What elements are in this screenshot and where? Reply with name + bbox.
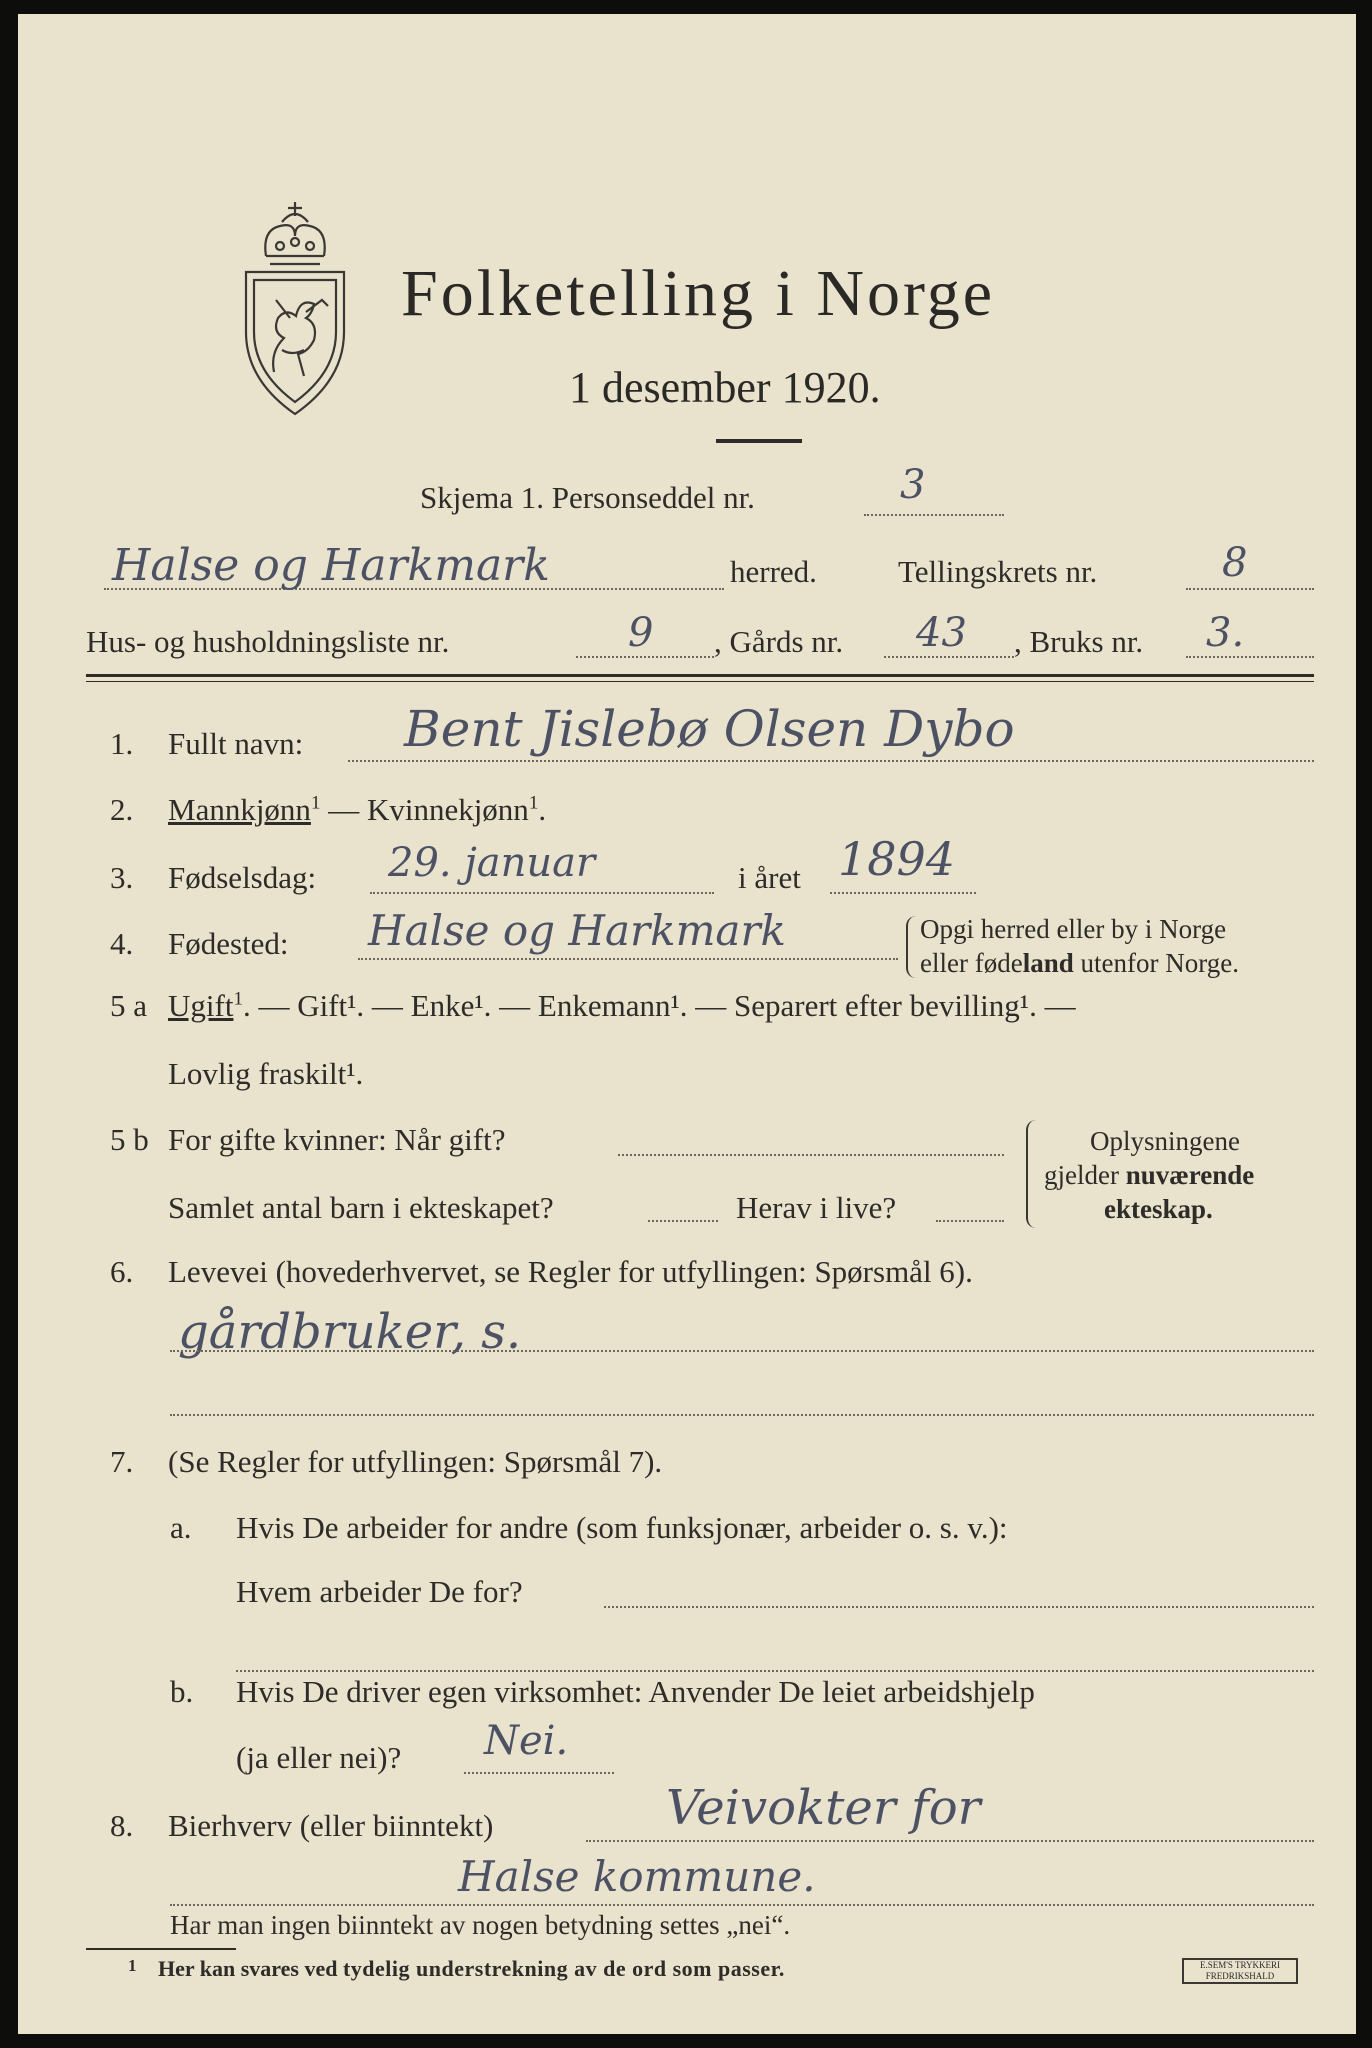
q7b-label: (ja eller nei)?	[236, 1740, 402, 1775]
header-rule	[716, 439, 802, 443]
gards-nr-value: 43	[916, 610, 967, 656]
census-form-sheet	[18, 14, 1356, 2034]
herred-value: Halse og Harkmark	[112, 540, 550, 591]
q5a-options: Ugift$^1$. — Gift¹. — Enke¹. — Enkemann¹. — Separert efter bevilling¹. —	[168, 988, 1076, 1023]
q7b-line	[464, 1772, 614, 1774]
birthplace-value: Halse og Harkmark	[368, 906, 786, 955]
tellingskrets-label: Tellingskrets nr.	[898, 554, 1098, 589]
q7-number: 7.	[110, 1444, 134, 1479]
q8-number: 8.	[110, 1808, 134, 1843]
ugift-option: Ugift	[168, 988, 234, 1023]
occupation-value: gårdbruker, s.	[178, 1304, 522, 1360]
q7a-number: a.	[170, 1510, 192, 1545]
q8-label: Bierhverv (eller biinntekt)	[168, 1808, 494, 1843]
q4-label: Fødested:	[168, 926, 289, 961]
q6-line1	[170, 1350, 1314, 1352]
q3-number: 3.	[110, 860, 134, 895]
kvinnekjonn-option: Kvinnekjønn	[366, 792, 529, 827]
q5b-note3: ekteskap.	[1104, 1194, 1213, 1224]
form-date: 1 desember 1920.	[569, 363, 881, 412]
q5b-line3	[936, 1220, 1004, 1222]
side-occupation-value2: Halse kommune.	[458, 1852, 816, 1901]
tellingskrets-nr-line	[1186, 588, 1314, 590]
herred-label: herred.	[730, 554, 817, 589]
coat-of-arms-icon	[230, 200, 360, 420]
husholdningsliste-nr-value: 9	[628, 610, 654, 656]
gards-label: , Gårds nr.	[714, 624, 844, 659]
husholdningsliste-label: Hus- og husholdningsliste nr.	[86, 624, 450, 659]
q5a-number: 5 a	[110, 988, 148, 1023]
q5b-line1	[618, 1154, 1004, 1156]
tellingskrets-nr-value: 8	[1222, 540, 1248, 586]
form-title: Folketelling i Norge	[401, 257, 996, 330]
birth-year-value: 1894	[838, 832, 956, 886]
q1-number: 1.	[110, 726, 134, 761]
side-occupation-value1: Veivokter for	[666, 1780, 981, 1836]
q5b-line2	[648, 1220, 718, 1222]
q3-year-line	[830, 892, 976, 894]
printer-stamp: E.SEM'S TRYKKERI FREDRIKSHALD	[1182, 1958, 1298, 1984]
q4-note-brace	[906, 916, 916, 978]
q5b-note1: Oplysningene	[1090, 1126, 1240, 1156]
q1-label: Fullt navn:	[168, 726, 304, 761]
q4-line	[358, 958, 898, 960]
q6-line2	[170, 1414, 1314, 1416]
q7a-text: Hvis De arbeider for andre (som funksjonær, arbeider o. s. v.):	[236, 1510, 1008, 1545]
q1-line	[348, 760, 1314, 762]
q3-label: Fødselsdag:	[168, 860, 317, 895]
q3-day-line	[370, 892, 714, 894]
q5b-label2: Samlet antal barn i ekteskapet?	[168, 1190, 554, 1225]
gards-nr-line	[884, 656, 1014, 658]
q5b-label1: For gifte kvinner: Når gift?	[168, 1122, 506, 1157]
q4-note-line2: eller fødeland utenfor Norge.	[920, 948, 1239, 978]
q7b-text: Hvis De driver egen virksomhet: Anvender De leiet arbeidshjelp	[236, 1674, 1035, 1709]
biinntekt-note: Har man ingen biinntekt av nogen betydning settes „nei“.	[170, 1910, 791, 1940]
q7-label: (Se Regler for utfyllingen: Spørsmål 7).	[168, 1444, 663, 1479]
q7a-line1	[604, 1606, 1314, 1608]
full-name-value: Bent Jislebø Olsen Dybo	[404, 700, 1015, 758]
personseddel-nr-value: 3	[900, 462, 926, 508]
husholdningsliste-nr-line	[576, 656, 714, 658]
q7a-line2	[236, 1670, 1314, 1672]
q8-line1	[586, 1840, 1314, 1842]
q5a-line2: Lovlig fraskilt¹.	[168, 1056, 364, 1091]
q7a-label: Hvem arbeider De for?	[236, 1574, 523, 1609]
q6-number: 6.	[110, 1254, 134, 1289]
mannkjonn-option: Mannkjønn	[168, 792, 311, 827]
q2-options: Mannkjønn$^1$ — Kvinnekjønn$^1$.	[168, 792, 547, 827]
footnote-rule	[86, 1948, 236, 1950]
q5b-note2: gjelder nuværende	[1044, 1160, 1255, 1190]
q8-line2	[170, 1904, 1314, 1906]
section-divider	[86, 674, 1314, 682]
bruks-nr-value: 3.	[1206, 610, 1245, 656]
q5b-number: 5 b	[110, 1122, 149, 1157]
q4-number: 4.	[110, 926, 134, 961]
q5b-note-brace	[1026, 1120, 1036, 1228]
personseddel-nr-line	[864, 514, 1004, 516]
q6-label: Levevei (hovederhvervet, se Regler for utfyllingen: Spørsmål 6).	[168, 1254, 973, 1289]
arbeidshjelp-value: Nei.	[484, 1718, 569, 1764]
q5b-label3: Herav i live?	[736, 1190, 897, 1225]
birth-day-value: 29. januar	[388, 840, 596, 886]
footnote-text: Her kan svares ved tydelig understrekning av de ord som passer.	[158, 1956, 785, 1981]
aret-label: i året	[738, 860, 801, 895]
q4-note-line1: Opgi herred eller by i Norge	[920, 914, 1227, 944]
q7b-number: b.	[170, 1674, 194, 1709]
skjema-label: Skjema 1. Personseddel nr.	[420, 480, 755, 515]
footnote-marker: 1	[128, 1956, 137, 1975]
q2-number: 2.	[110, 792, 134, 827]
bruks-nr-line	[1186, 656, 1314, 658]
bruks-label: , Bruks nr.	[1014, 624, 1144, 659]
